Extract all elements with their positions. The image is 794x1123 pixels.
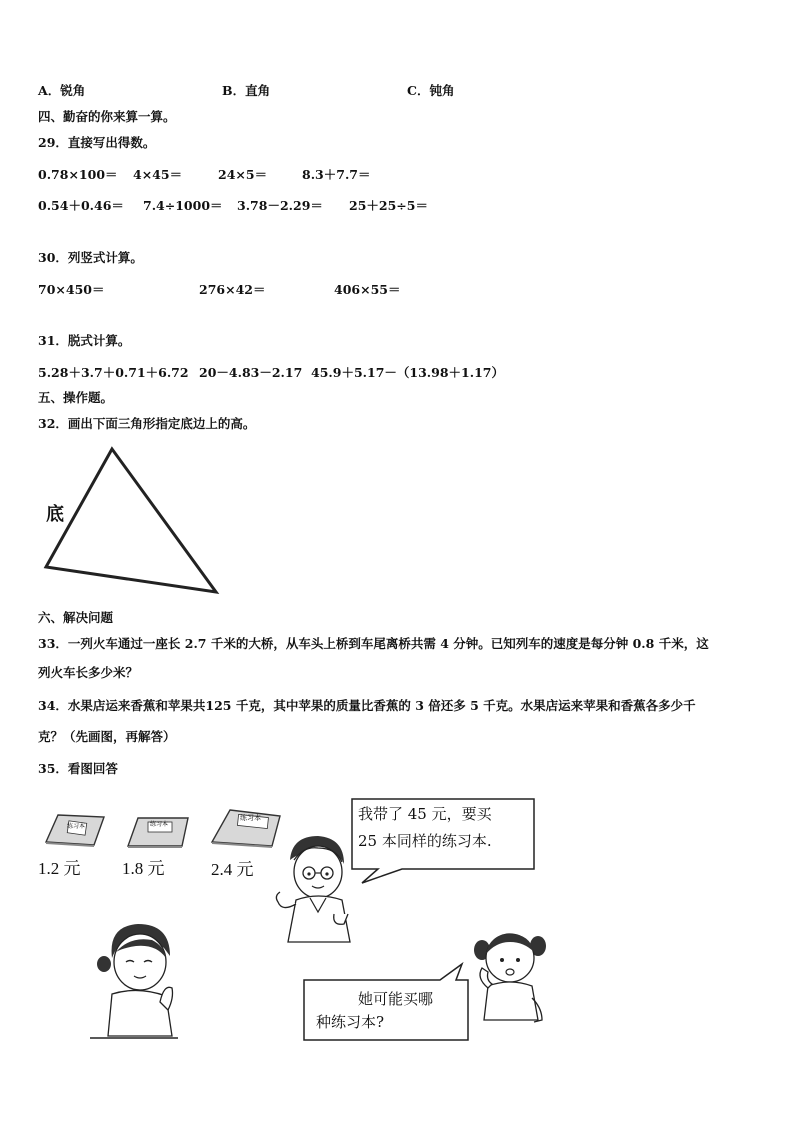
q31-item: 45.9＋5.17－（13.98＋1.17） [311, 365, 504, 380]
option-a: A．锐角 [38, 83, 86, 98]
q29-item: 7.4÷1000＝ [143, 198, 223, 213]
boy-with-glasses-illustration [270, 830, 360, 945]
q29-item: 0.78×100＝ [38, 167, 118, 182]
question-34-line2: 克？（先画图，再解答） [38, 729, 176, 744]
notebook-1-icon [44, 812, 108, 848]
q30-item: 406×55＝ [334, 282, 401, 297]
bubble-1-line2: 25 本同样的练习本. [358, 832, 492, 850]
section-4-heading: 四、勤奋的你来算一算。 [38, 109, 176, 124]
option-c: C．钝角 [407, 83, 455, 98]
bubble-2-line2: 种练习本? [316, 1013, 385, 1031]
notebook-1-cover: 练习本 [67, 823, 86, 830]
question-34-line1: 34．水果店运来香蕉和苹果共125 千克，其中苹果的质量比香蕉的 3 倍还多 5 千克。水果店运来苹果和香蕉各多少千 [38, 698, 696, 713]
price-label: 2.4 元 [211, 860, 254, 879]
question-29-title: 29．直接写出得数。 [38, 135, 156, 150]
girl-illustration [468, 928, 558, 1028]
q29-item: 0.54＋0.46＝ [38, 198, 124, 213]
section-6-heading: 六、解决问题 [38, 610, 114, 625]
q29-item: 24×5＝ [218, 167, 268, 182]
notebook-3-cover: 练习本 [240, 814, 261, 822]
question-35-title: 35．看图回答 [38, 761, 118, 776]
option-b: B．直角 [222, 83, 271, 98]
question-31-title: 31．脱式计算。 [38, 333, 131, 348]
q31-item: 5.28＋3.7＋0.71＋6.72 [38, 365, 189, 380]
q29-item: 25＋25÷5＝ [349, 198, 428, 213]
triangle-figure [40, 440, 230, 600]
question-30-title: 30．列竖式计算。 [38, 250, 143, 265]
price-label: 1.8 元 [122, 859, 165, 878]
price-label: 1.2 元 [38, 859, 81, 878]
bubble-2-line1: 她可能买哪 [358, 990, 434, 1008]
q29-item: 8.3＋7.7＝ [302, 167, 371, 182]
bubble-1-line1: 我带了 45 元，要买 [358, 805, 492, 823]
section-5-heading: 五、操作题。 [38, 390, 114, 405]
notebook-2-cover: 练习本 [150, 821, 169, 828]
base-label: 底 [46, 504, 64, 525]
q29-item: 4×45＝ [133, 167, 183, 182]
question-33-line2: 列火车长多少米？ [38, 665, 139, 680]
question-32-title: 32．画出下面三角形指定底边上的高。 [38, 416, 256, 431]
q29-item: 3.78－2.29＝ [237, 198, 323, 213]
q31-item: 20－4.83－2.17 [199, 365, 303, 380]
q30-item: 276×42＝ [199, 282, 266, 297]
teacher-illustration [90, 918, 190, 1048]
q30-item: 70×450＝ [38, 282, 105, 297]
question-33-line1: 33．一列火车通过一座长 2.7 千米的大桥，从车头上桥到车尾离桥共需 4 分钟。已知列车的速度是每分钟 0.8 千米，这 [38, 636, 709, 651]
